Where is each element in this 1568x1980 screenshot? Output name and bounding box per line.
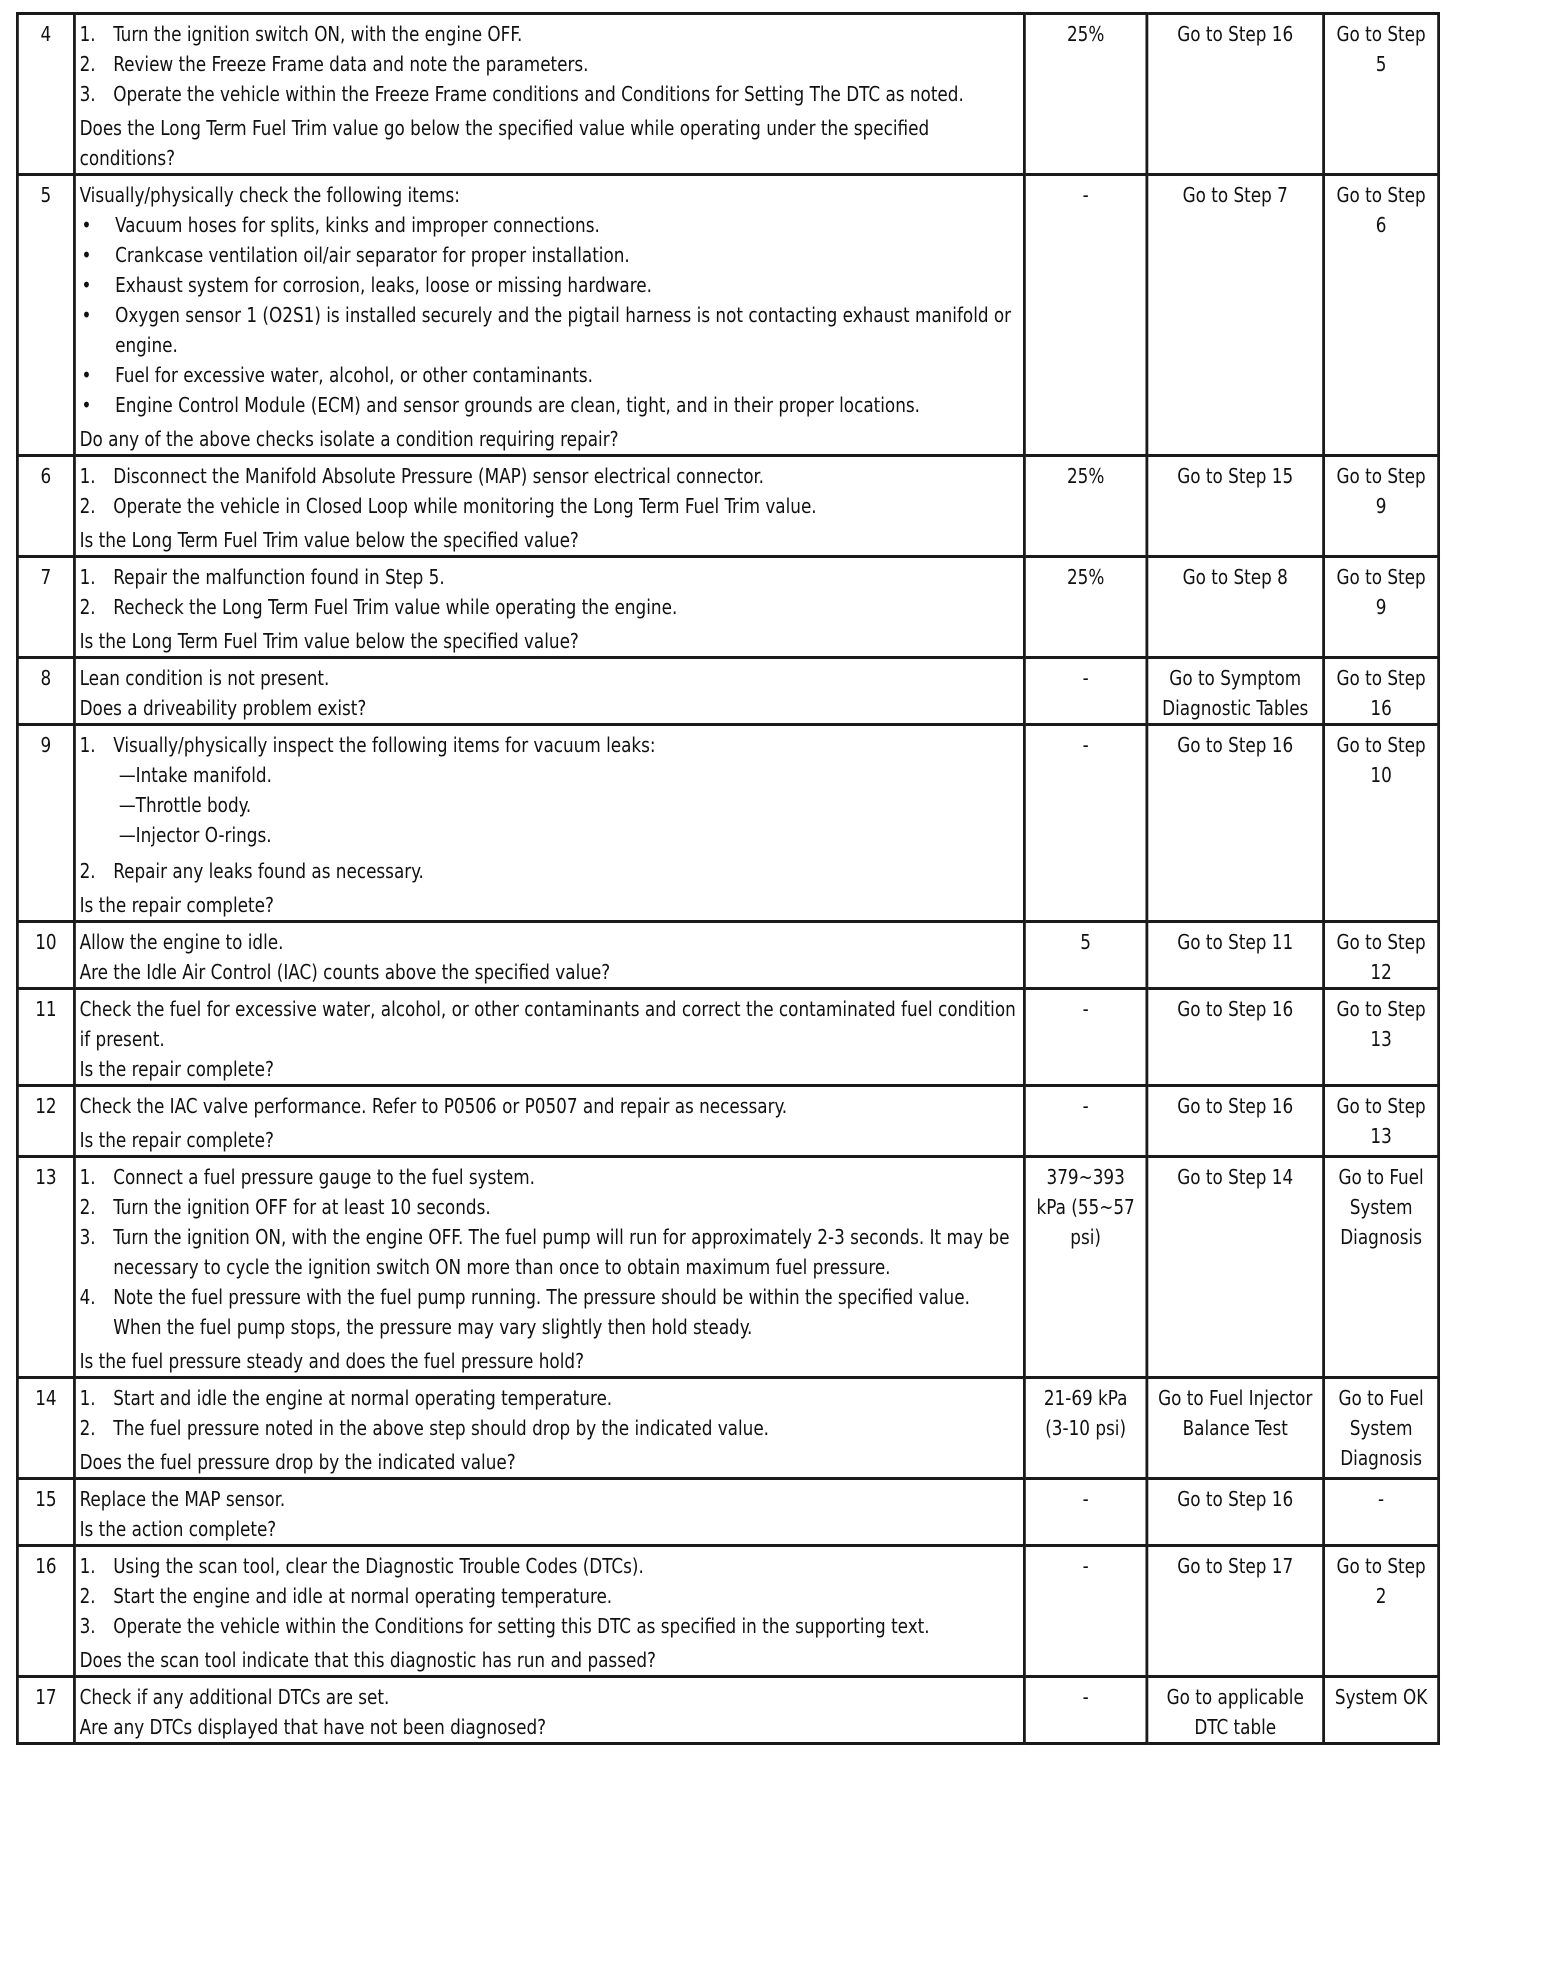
step-number: 15 [17, 1479, 74, 1546]
value-cell: 21-69 kPa (3-10 psi) [1024, 1378, 1146, 1479]
value-cell: 25% [1024, 456, 1146, 557]
table-row [17, 658, 1438, 725]
list-item: 3. Operate the vehicle within the Freeze Frame conditions and Conditions for Setting The DTC as noted. [79, 82, 964, 106]
step-number: 5 [17, 175, 74, 456]
table-row [17, 1157, 1438, 1378]
bullet-icon: • [81, 213, 92, 237]
yes-action: Go to Symptom Diagnostic Tables [1147, 658, 1324, 725]
question-text: Does the Long Term Fuel Trim value go below the specified value while operating under the specified conditions? [79, 116, 930, 170]
list-item: 1. Disconnect the Manifold Absolute Pressure (MAP) sensor electrical connector. [79, 464, 765, 488]
yes-action: Go to Step 16 [1147, 14, 1324, 175]
yes-action: Go to Step 8 [1147, 557, 1324, 658]
list-item: 1. Visually/physically inspect the following items for vacuum leaks: [79, 733, 656, 757]
dash-icon: — [118, 823, 136, 847]
list-item: 1. Using the scan tool, clear the Diagnostic Trouble Codes (DTCs). [79, 1554, 644, 1578]
table-row [17, 1086, 1438, 1157]
list-item: 3. Turn the ignition ON, with the engine OFF. The fuel pump will run for approximately 2-3 seconds. It may be necessary to cycle the ignition switch ON more than once to obtain maximum fuel pressure. [79, 1225, 1010, 1279]
action-cell [74, 1157, 1024, 1378]
value-cell: - [1024, 175, 1146, 456]
action-cell [74, 1086, 1024, 1157]
question-text: Is the repair complete? [79, 893, 274, 917]
no-action: Go to Step 12 [1324, 922, 1439, 989]
table-row [17, 557, 1438, 658]
action-cell [74, 1677, 1024, 1744]
table-row [17, 922, 1438, 989]
action-cell [74, 922, 1024, 989]
action-cell [74, 658, 1024, 725]
yes-action: Go to Step 16 [1147, 1479, 1324, 1546]
no-action: Go to Step 2 [1324, 1546, 1439, 1677]
list-item: 1. Turn the ignition switch ON, with the engine OFF. [79, 22, 523, 46]
action-cell [74, 1479, 1024, 1546]
action-line: Check the IAC valve performance. Refer to P0506 or P0507 and repair as necessary. [79, 1094, 788, 1118]
list-item: 1. Repair the malfunction found in Step 5. [79, 565, 445, 589]
step-number: 16 [17, 1546, 74, 1677]
table-row [17, 175, 1438, 456]
list-item: 1. Connect a fuel pressure gauge to the fuel system. [79, 1165, 536, 1189]
numbered-list [80, 1162, 1020, 1342]
list-item: 1. Start and idle the engine at normal operating temperature. [79, 1386, 613, 1410]
bullet-icon: • [81, 273, 92, 297]
yes-action: Go to Step 15 [1147, 456, 1324, 557]
dash-icon: — [118, 763, 136, 787]
table-row [17, 989, 1438, 1086]
yes-action: Go to Step 17 [1147, 1546, 1324, 1677]
step-number: 11 [17, 989, 74, 1086]
table-row [17, 1378, 1438, 1479]
question-text: Is the repair complete? [79, 1128, 274, 1152]
step-number: 17 [17, 1677, 74, 1744]
action-line: Replace the MAP sensor. [79, 1487, 286, 1511]
value-cell: - [1024, 1546, 1146, 1677]
step-number: 8 [17, 658, 74, 725]
value-cell: 25% [1024, 557, 1146, 658]
action-line: Check if any additional DTCs are set. [79, 1685, 390, 1709]
yes-action: Go to Step 11 [1147, 922, 1324, 989]
list-item: • Exhaust system for corrosion, leaks, loose or missing hardware. [80, 270, 1020, 300]
numbered-list [80, 562, 1020, 622]
no-action: Go to Step 9 [1324, 557, 1439, 658]
no-action: Go to Step 10 [1324, 725, 1439, 922]
value-cell: - [1024, 725, 1146, 922]
diagnostic-steps-table [16, 12, 1440, 1745]
action-cell [74, 175, 1024, 456]
question-text: Does a driveability problem exist? [79, 696, 367, 720]
value-cell: - [1024, 658, 1146, 725]
step-number: 12 [17, 1086, 74, 1157]
list-item: —Intake manifold. [80, 760, 1020, 790]
list-item: —Throttle body. [80, 790, 1020, 820]
bullet-icon: • [81, 393, 92, 417]
yes-action: Go to Fuel Injector Balance Test [1147, 1378, 1324, 1479]
yes-action: Go to Step 16 [1147, 989, 1324, 1086]
question-text: Is the Long Term Fuel Trim value below the specified value? [79, 528, 579, 552]
yes-action: Go to Step 14 [1147, 1157, 1324, 1378]
table-row [17, 1546, 1438, 1677]
yes-action: Go to Step 16 [1147, 725, 1324, 922]
action-cell [74, 14, 1024, 175]
list-item: 2. Turn the ignition OFF for at least 10 seconds. [79, 1195, 491, 1219]
bullet-icon: • [81, 243, 92, 267]
question-text: Are any DTCs displayed that have not been diagnosed? [79, 1715, 547, 1739]
step-number: 9 [17, 725, 74, 922]
bullet-icon: • [81, 363, 92, 387]
step-number: 10 [17, 922, 74, 989]
action-cell [74, 725, 1024, 922]
action-line: Lean condition is not present. [79, 666, 330, 690]
list-item: • Vacuum hoses for splits, kinks and improper connections. [80, 210, 1020, 240]
question-text: Is the fuel pressure steady and does the fuel pressure hold? [79, 1349, 584, 1373]
question-text: Are the Idle Air Control (IAC) counts above the specified value? [79, 960, 611, 984]
diagnostic-table-wrapper [16, 12, 1536, 1745]
bullet-icon: • [81, 303, 92, 327]
action-cell [74, 557, 1024, 658]
table-row [17, 456, 1438, 557]
step-number: 4 [17, 14, 74, 175]
no-action: Go to Step 9 [1324, 456, 1439, 557]
question-text: Does the fuel pressure drop by the indicated value? [79, 1450, 516, 1474]
value-cell: - [1024, 1677, 1146, 1744]
list-item: • Fuel for excessive water, alcohol, or other contaminants. [80, 360, 1020, 390]
value-cell: - [1024, 989, 1146, 1086]
yes-action: Go to Step 16 [1147, 1086, 1324, 1157]
no-action: Go to Fuel System Diagnosis [1324, 1157, 1439, 1378]
table-row [17, 14, 1438, 175]
no-action: - [1324, 1479, 1439, 1546]
action-cell [74, 989, 1024, 1086]
list-item: 2. Repair any leaks found as necessary. [79, 859, 424, 883]
value-cell: 25% [1024, 14, 1146, 175]
question-text: Is the action complete? [79, 1517, 277, 1541]
list-item: 2. Start the engine and idle at normal operating temperature. [79, 1584, 613, 1608]
yes-action: Go to Step 7 [1147, 175, 1324, 456]
action-cell [74, 456, 1024, 557]
list-item: • Crankcase ventilation oil/air separator for proper installation. [80, 240, 1020, 270]
list-item: 3. Operate the vehicle within the Conditions for setting this DTC as specified in the supporting text. [79, 1614, 930, 1638]
question-text: Is the Long Term Fuel Trim value below the specified value? [79, 629, 579, 653]
list-item: 2. Review the Freeze Frame data and note the parameters. [79, 52, 589, 76]
step-number: 13 [17, 1157, 74, 1378]
bullet-list [80, 210, 1020, 420]
no-action: Go to Step 13 [1324, 1086, 1439, 1157]
step-number: 7 [17, 557, 74, 658]
no-action: Go to Step 5 [1324, 14, 1439, 175]
action-cell [74, 1378, 1024, 1479]
list-item: 2. Operate the vehicle in Closed Loop while monitoring the Long Term Fuel Trim value. [79, 494, 817, 518]
numbered-list [80, 1551, 1020, 1641]
numbered-list [80, 461, 1020, 521]
intro-text: Visually/physically check the following items: [79, 183, 460, 207]
action-cell [74, 1546, 1024, 1677]
step-number: 14 [17, 1378, 74, 1479]
numbered-list [80, 1383, 1020, 1443]
table-row [17, 1479, 1438, 1546]
action-line: Allow the engine to idle. [79, 930, 284, 954]
value-cell: 5 [1024, 922, 1146, 989]
question-text: Is the repair complete? [79, 1057, 274, 1081]
value-cell: - [1024, 1086, 1146, 1157]
numbered-list [80, 856, 1020, 886]
action-line: Check the fuel for excessive water, alcohol, or other contaminants and correct the contaminated fuel condition if present. [79, 997, 1016, 1051]
list-item: 4. Note the fuel pressure with the fuel pump running. The pressure should be within the specified value. When the fuel pump stops, the pressure may vary slightly then hold steady. [79, 1285, 970, 1339]
no-action: Go to Step 13 [1324, 989, 1439, 1086]
list-item: —Injector O-rings. [80, 820, 1020, 850]
table-row [17, 725, 1438, 922]
question-text: Does the scan tool indicate that this diagnostic has run and passed? [79, 1648, 656, 1672]
yes-action: Go to applicable DTC table [1147, 1677, 1324, 1744]
value-cell: 379~393 kPa (55~57 psi) [1024, 1157, 1146, 1378]
list-item: • Engine Control Module (ECM) and sensor grounds are clean, tight, and in their proper locations. [80, 390, 1020, 420]
question-text: Do any of the above checks isolate a condition requiring repair? [79, 427, 619, 451]
step-number: 6 [17, 456, 74, 557]
list-item: 2. Recheck the Long Term Fuel Trim value while operating the engine. [79, 595, 678, 619]
dash-icon: — [118, 793, 136, 817]
value-cell: - [1024, 1479, 1146, 1546]
numbered-list [80, 730, 1020, 760]
dash-list [80, 760, 1020, 850]
list-item: 2. The fuel pressure noted in the above step should drop by the indicated value. [79, 1416, 770, 1440]
no-action: Go to Step 6 [1324, 175, 1439, 456]
no-action: Go to Step 16 [1324, 658, 1439, 725]
table-row [17, 1677, 1438, 1744]
no-action: Go to Fuel System Diagnosis [1324, 1378, 1439, 1479]
list-item: • Oxygen sensor 1 (O2S1) is installed securely and the pigtail harness is not contacting exhaust manifold or engine. [80, 300, 1020, 360]
numbered-list [80, 19, 1020, 109]
no-action: System OK [1324, 1677, 1439, 1744]
